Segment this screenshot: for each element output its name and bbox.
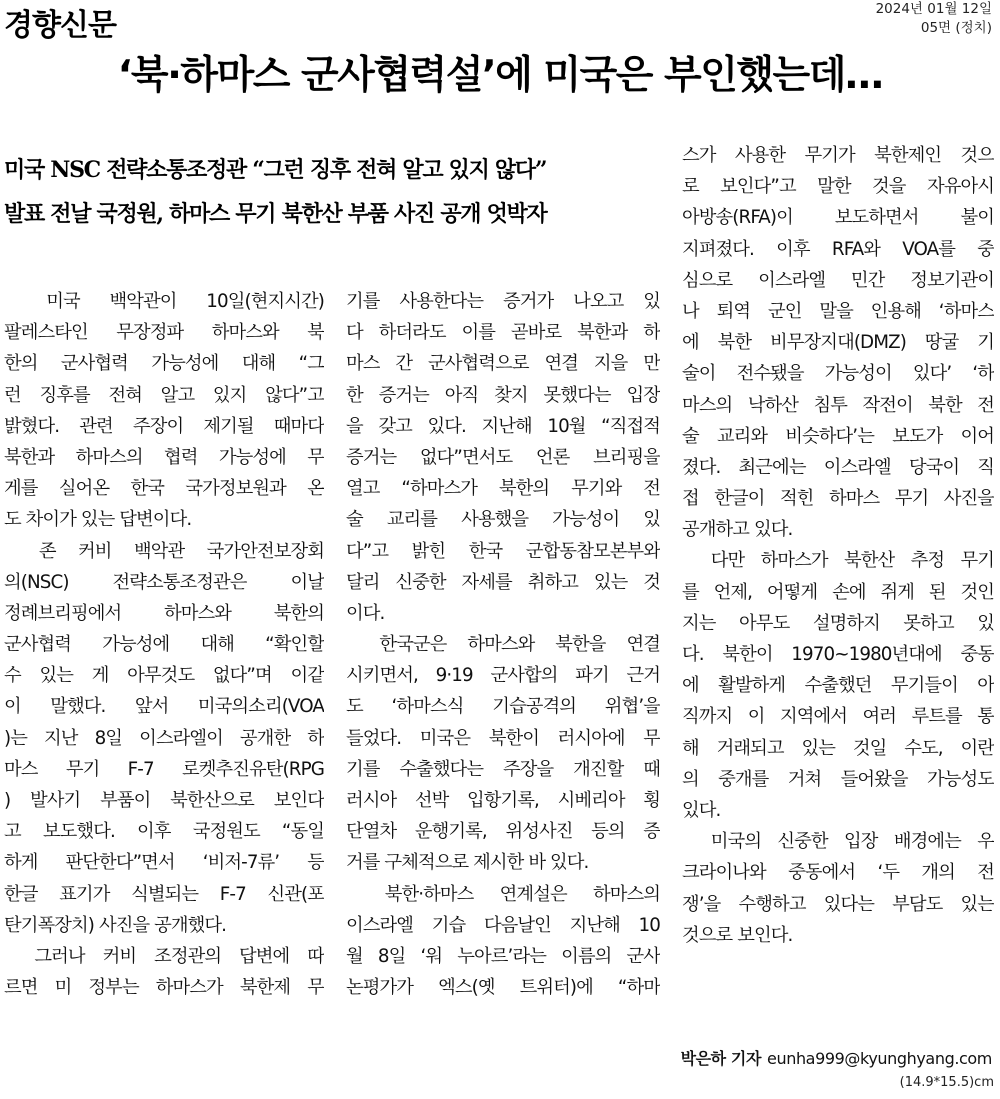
body-text-line: 논평가가 엑스(옛 트위터)에 “하마 bbox=[346, 977, 660, 999]
body-text-line: 술이 전수됐을 가능성이 있다’ ‘하 bbox=[682, 363, 994, 385]
body-text-line: 그러나 커비 조정관의 답변에 따 bbox=[4, 945, 324, 967]
byline bbox=[681, 1046, 992, 1069]
body-text-line: 술 교리를 사용했을 가능성이 있 bbox=[346, 509, 660, 531]
body-text-line: 에 북한 비무장지대(DMZ) 땅굴 기 bbox=[682, 332, 994, 354]
body-text-line: 한글 표기가 식별되는 F-7 신관(포 bbox=[4, 883, 324, 905]
body-text-line: 크라이나와 중동에서 ‘두 개의 전 bbox=[682, 862, 994, 884]
body-text-line: 미국의 신중한 입장 배경에는 우 bbox=[682, 831, 994, 853]
body-text-line: 런 징후를 전혀 알고 있지 않다”고 bbox=[4, 384, 324, 406]
body-text-line: 다 하더라도 이를 곧바로 북한과 하 bbox=[346, 322, 660, 344]
body-text-line: 것으로 보인다. bbox=[682, 924, 793, 946]
body-text-line: 접 한글이 적힌 하마스 무기 사진을 bbox=[682, 488, 994, 510]
body-text-line: 군사협력 가능성에 대해 “확인할 bbox=[4, 634, 324, 656]
body-text-line: 마스 간 군사협력으로 연결 지을 만 bbox=[346, 353, 660, 375]
body-text-line: 지는 아무도 설명하지 못하고 있 bbox=[682, 612, 994, 634]
body-text-line: 의 중개를 거쳐 들어왔을 가능성도 bbox=[682, 768, 994, 790]
newspaper-masthead: 경향신문 bbox=[4, 8, 116, 43]
body-text-line: ) 발사기 부품이 북한산으로 보인다 bbox=[4, 790, 324, 811]
body-text-line: 열고 “하마스가 북한의 무기와 전 bbox=[346, 478, 660, 500]
body-text-line: 로 보인다”고 말한 것을 자유아시 bbox=[682, 176, 994, 198]
article-column-1 bbox=[4, 286, 324, 1003]
body-text-line: 마스 무기 F-7 로켓추진유탄(RPG bbox=[4, 758, 324, 780]
body-text-line: 게를 실어온 한국 국가정보원과 온 bbox=[4, 478, 324, 500]
body-text-line: 존 커비 백악관 국가안전보장회 bbox=[4, 540, 324, 562]
article-column-3 bbox=[682, 140, 994, 951]
body-text-line: 공개하고 있다. bbox=[682, 519, 793, 541]
body-text-line: 탄기폭장치) 사진을 공개했다. bbox=[4, 914, 227, 936]
body-text-line: 기를 사용한다는 증거가 나오고 있 bbox=[346, 291, 660, 312]
body-text-line: 심으로 이스라엘 민간 정보기관이 bbox=[682, 269, 994, 291]
dateline bbox=[876, 0, 992, 38]
body-text-line: 에 활발하게 수출했던 무기들이 아 bbox=[682, 675, 994, 697]
body-text-line: 월 8일 ‘워 누아르’라는 이름의 군사 bbox=[346, 945, 660, 967]
body-text-line: 이스라엘 기습 다음날인 지난해 10 bbox=[346, 914, 660, 936]
body-text-line: 다만 하마스가 북한산 추정 무기 bbox=[682, 550, 994, 572]
body-text-line: 다. 북한이 1970~1980년대에 중동 bbox=[682, 644, 994, 665]
body-text-line: 나 퇴역 군인 말을 인용해 ‘하마스 bbox=[682, 300, 994, 322]
body-text-line: 한의 군사협력 가능성에 대해 “그 bbox=[4, 353, 324, 375]
article-size: (14.9*15.5)cm bbox=[899, 1075, 994, 1090]
body-text-line: )는 지난 8일 이스라엘이 공개한 하 bbox=[4, 727, 324, 749]
body-text-line: 단열차 운행기록, 위성사진 등의 증 bbox=[346, 821, 660, 843]
body-text-line: 하게 판단한다”면서 ‘비저-7류’ 등 bbox=[4, 852, 324, 874]
body-text-line: 팔레스타인 무장정파 하마스와 북 bbox=[4, 322, 324, 344]
publication-date: 2024년 01월 12일 bbox=[875, 1, 992, 17]
body-text-line: 를 언제, 어떻게 손에 쥐게 된 것인 bbox=[682, 581, 994, 603]
body-text-line: 들었다. 미국은 북한이 러시아에 무 bbox=[346, 727, 660, 749]
body-text-line: 쟁’을 수행하고 있다는 부담도 있는 bbox=[682, 893, 994, 915]
body-text-line: 밝혔다. 관련 주장이 제기될 때마다 bbox=[4, 415, 324, 437]
subheadlines bbox=[4, 148, 669, 236]
body-text-line: 르면 미 정부는 하마스가 북한제 무 bbox=[4, 977, 324, 999]
subheadline-2: 발표 전날 국정원, 하마스 무기 북한산 부품 사진 공개 엇박자 bbox=[4, 201, 547, 227]
body-text-line: 이 말했다. 앞서 미국의소리(VOA bbox=[4, 696, 324, 718]
body-text-line: 졌다. 최근에는 이스라엘 당국이 직 bbox=[682, 456, 994, 478]
body-text-line: 고 보도했다. 이후 국정원도 “동일 bbox=[4, 821, 324, 843]
body-text-line: 도 ‘하마스식 기습공격의 위협’을 bbox=[346, 696, 660, 718]
body-text-line: 증거는 없다”면서도 언론 브리핑을 bbox=[346, 446, 660, 468]
subheadline-1: 미국 NSC 전략소통조정관 “그런 징후 전혀 알고 있지 않다” bbox=[4, 157, 547, 183]
body-text-line: 정례브리핑에서 하마스와 북한의 bbox=[4, 602, 324, 624]
body-text-line: 미국 백악관이 10일(현지시간) bbox=[4, 291, 324, 312]
body-text-line: 한국군은 하마스와 북한을 연결 bbox=[346, 634, 660, 656]
reporter-name: 박은하 기자 bbox=[680, 1049, 762, 1068]
article-headline: ‘북·하마스 군사협력설’에 미국은 부인했는데… bbox=[117, 53, 883, 98]
reporter-email: eunha999@kyunghyang.com bbox=[767, 1049, 992, 1068]
body-text-line: 을 갖고 있다. 지난해 10월 “직접적 bbox=[346, 415, 660, 437]
body-text-line: 이다. bbox=[346, 602, 385, 624]
body-text-line: 마스의 낙하산 침투 작전이 북한 전 bbox=[682, 394, 994, 416]
body-text-line: 기를 수출했다는 주장을 개진할 때 bbox=[346, 758, 660, 780]
body-text-line: 북한·하마스 연계설은 하마스의 bbox=[346, 883, 660, 905]
body-text-line: 스가 사용한 무기가 북한제인 것으 bbox=[682, 145, 994, 166]
body-text-line: 한 증거는 아직 찾지 못했다는 입장 bbox=[346, 384, 660, 406]
body-text-line: 러시아 선박 입항기록, 시베리아 횡 bbox=[346, 790, 660, 811]
body-text-line: 해 거래되고 있는 것일 수도, 이란 bbox=[682, 737, 994, 759]
body-text-line: 아방송(RFA)이 보도하면서 불이 bbox=[682, 207, 994, 229]
body-text-line: 의(NSC) 전략소통조정관은 이날 bbox=[4, 571, 324, 593]
body-text-line: 있다. bbox=[682, 799, 721, 821]
body-text-line: 다”고 밝힌 한국 군합동참모본부와 bbox=[346, 540, 660, 562]
article-column-2 bbox=[346, 286, 660, 1003]
body-text-line: 도 차이가 있는 답변이다. bbox=[4, 509, 192, 531]
page-section: 05면 (정치) bbox=[920, 20, 992, 36]
body-text-line: 직까지 이 지역에서 여러 루트를 통 bbox=[682, 706, 994, 728]
body-text-line: 달리 신중한 자세를 취하고 있는 것 bbox=[346, 571, 660, 593]
body-text-line: 술 교리와 비슷하다’는 보도가 이어 bbox=[682, 425, 994, 447]
body-text-line: 지펴졌다. 이후 RFA와 VOA를 중 bbox=[682, 238, 994, 260]
body-text-line: 수 있는 게 아무것도 없다”며 이같 bbox=[4, 665, 324, 687]
body-text-line: 시키면서, 9·19 군사합의 파기 근거 bbox=[346, 665, 660, 687]
body-text-line: 북한과 하마스의 협력 가능성에 무 bbox=[4, 446, 324, 468]
body-text-line: 거를 구체적으로 제시한 바 있다. bbox=[346, 852, 589, 874]
